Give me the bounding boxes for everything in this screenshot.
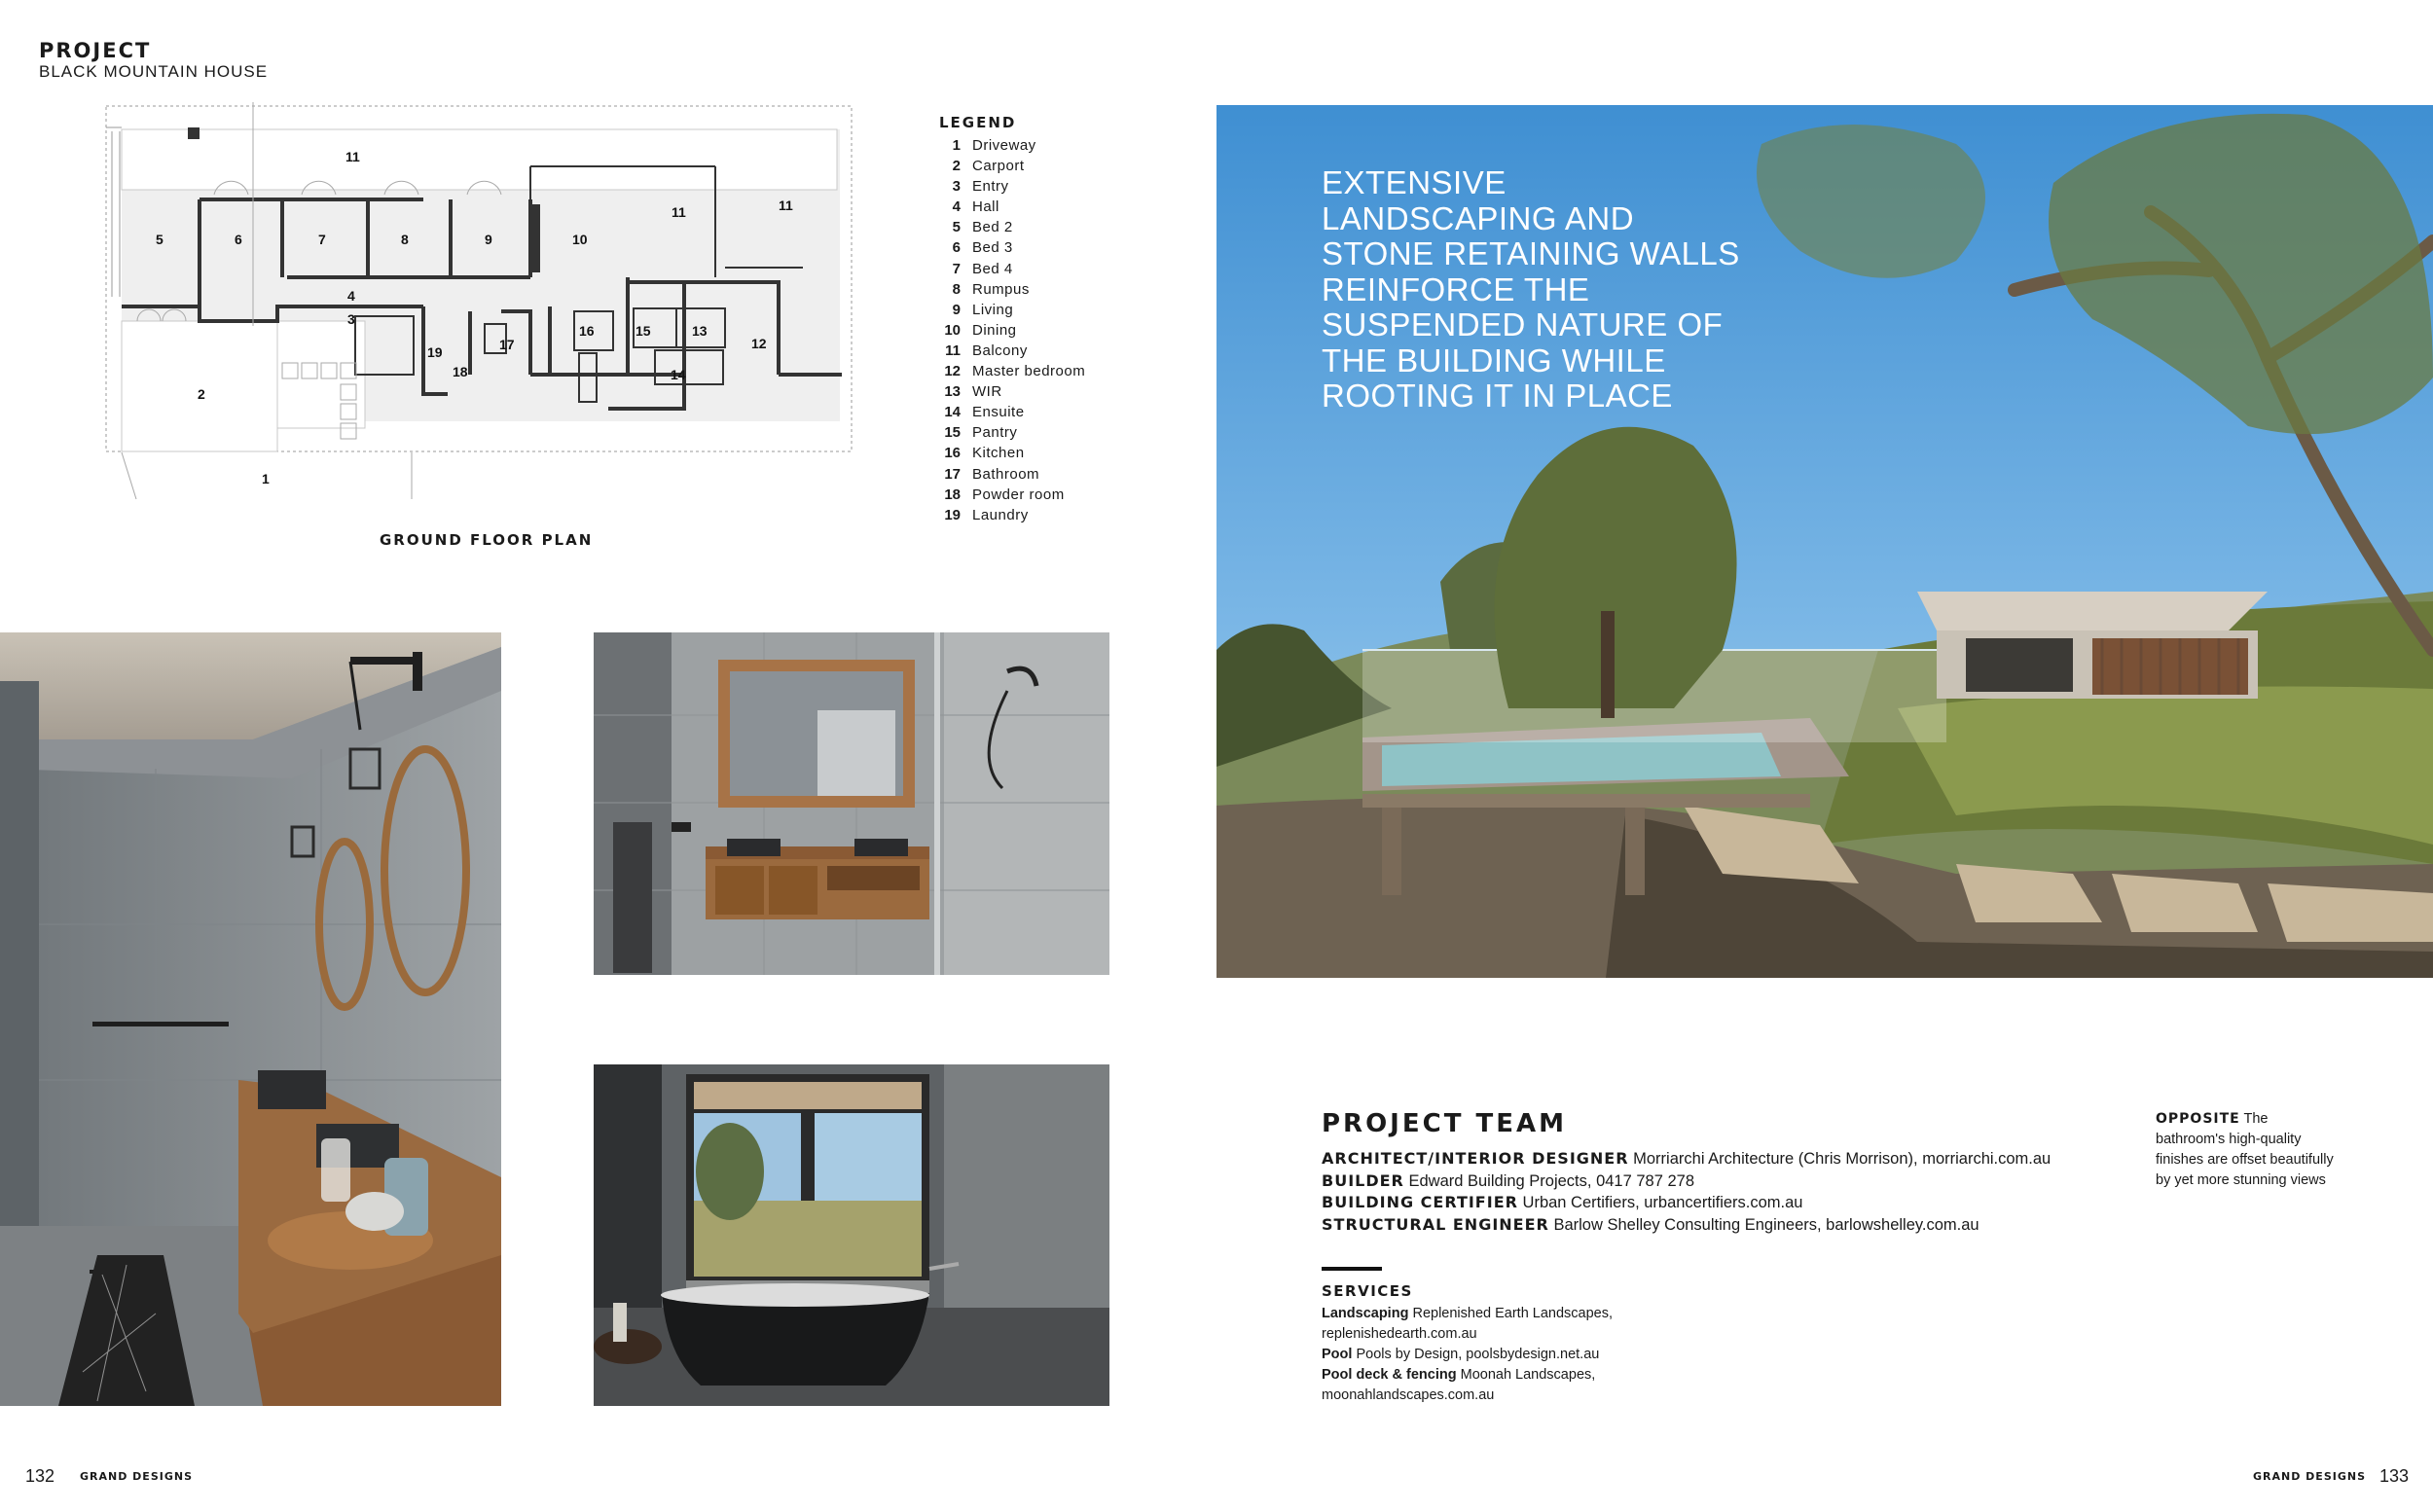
legend-number: 5 (952, 219, 961, 236)
service-entry (1322, 1365, 1672, 1406)
plan-room-number: 3 (347, 311, 355, 327)
plan-room-number: 17 (499, 337, 515, 352)
bathroom-mirrors-photo (0, 632, 501, 1406)
page-number-right: 133 (2379, 1466, 2410, 1486)
services-list (1322, 1304, 1672, 1406)
legend-label: Laundry (972, 506, 1029, 523)
legend-number: 13 (944, 383, 961, 401)
team-detail: Urban Certifiers, urbancertifiers.com.au (1522, 1194, 1803, 1211)
legend-item (939, 402, 1124, 422)
legend-label: Driveway (972, 137, 1036, 154)
legend-item (939, 381, 1124, 402)
plan-room-number: 14 (671, 367, 686, 382)
plan-room-number: 5 (156, 232, 163, 247)
legend-label: Pantry (972, 424, 1018, 442)
legend-item (939, 279, 1124, 300)
plan-room-number: 11 (672, 204, 686, 220)
legend-item (939, 197, 1124, 217)
section-divider (1322, 1267, 1382, 1271)
plan-room-number: 12 (751, 336, 767, 351)
legend-number: 6 (952, 239, 961, 257)
plan-room-number: 6 (235, 232, 242, 247)
legend-label: Balcony (972, 342, 1028, 359)
plan-room-number: 15 (635, 323, 651, 339)
legend-label: Rumpus (972, 280, 1030, 298)
service-detail: Moonah Landscapes, moonahlandscapes.com.au (1322, 1367, 1596, 1403)
vanity-photo (594, 632, 1109, 975)
caption-text: The bathroom's high-quality finishes are offset beautifully by yet more stunning views (2156, 1111, 2334, 1188)
legend-number: 8 (952, 280, 961, 298)
plan-room-number: 7 (318, 232, 326, 247)
team-role: STRUCTURAL ENGINEER (1322, 1214, 1549, 1234)
legend-item (939, 259, 1124, 279)
legend-item (939, 443, 1124, 463)
team-role: BUILDING CERTIFIER (1322, 1193, 1518, 1211)
legend-number: 3 (952, 178, 961, 196)
legend-number: 15 (944, 424, 961, 442)
legend-item (939, 156, 1124, 176)
floor-plan (102, 102, 881, 511)
legend-number: 10 (944, 321, 961, 339)
photo-caption (2156, 1109, 2341, 1191)
project-team-list (1322, 1148, 2120, 1236)
legend-number: 19 (944, 506, 961, 523)
legend-label: Ensuite (972, 404, 1025, 421)
service-entry (1322, 1304, 1672, 1345)
legend-item (939, 217, 1124, 237)
team-detail: Morriarchi Architecture (Chris Morrison), morriarchi.com.au (1633, 1150, 2052, 1168)
legend-item (939, 300, 1124, 320)
plan-room-number: 8 (401, 232, 409, 247)
legend-item (939, 505, 1124, 525)
legend-label: Bathroom (972, 465, 1040, 483)
legend-label: Bed 3 (972, 239, 1013, 257)
legend-item (939, 237, 1124, 258)
team-entry (1322, 1214, 2120, 1237)
legend-label: Living (972, 301, 1014, 318)
bathtub-photo (594, 1064, 1109, 1406)
page-number-left: 132 (25, 1466, 55, 1486)
legend-number: 9 (952, 301, 961, 318)
plan-room-number: 11 (345, 149, 360, 164)
plan-room-number: 4 (347, 288, 355, 304)
plan-room-number: 13 (692, 323, 708, 339)
plan-room-number: 16 (579, 323, 595, 339)
service-detail: Pools by Design, poolsbydesign.net.au (1356, 1347, 1600, 1362)
service-detail: Replenished Earth Landscapes, replenishedearth.com.au (1322, 1306, 1614, 1342)
legend-label: Hall (972, 198, 999, 216)
legend-number: 4 (952, 198, 961, 216)
project-team-heading: PROJECT TEAM (1322, 1109, 1567, 1138)
legend-number: 2 (952, 158, 961, 175)
legend-item (939, 320, 1124, 341)
legend-number: 16 (944, 445, 961, 462)
legend-label: WIR (972, 383, 1002, 401)
team-detail: Edward Building Projects, 0417 787 278 (1408, 1171, 1694, 1190)
legend-number: 11 (945, 342, 961, 359)
legend-item (939, 485, 1124, 505)
legend-label: Master bedroom (972, 363, 1086, 380)
legend-number: 14 (944, 404, 961, 421)
legend-label: Bed 4 (972, 260, 1013, 277)
floor-plan-title: GROUND FLOOR PLAN (380, 531, 594, 549)
legend-item (939, 341, 1124, 361)
legend-number: 1 (952, 137, 961, 154)
team-entry (1322, 1170, 2120, 1193)
magazine-name-right: GRAND DESIGNS (2253, 1470, 2366, 1483)
team-role: ARCHITECT/INTERIOR DESIGNER (1322, 1149, 1629, 1168)
team-detail: Barlow Shelley Consulting Engineers, barlowshelley.com.au (1553, 1215, 1979, 1234)
service-name: Pool deck & fencing (1322, 1367, 1457, 1383)
legend-number: 17 (944, 465, 961, 483)
project-name: BLACK MOUNTAIN HOUSE (39, 62, 269, 81)
plan-room-number: 2 (198, 386, 205, 402)
legend-item (939, 464, 1124, 485)
team-entry (1322, 1192, 2120, 1214)
legend-label: Entry (972, 178, 1009, 196)
legend-number: 18 (944, 486, 961, 503)
legend-title: LEGEND (939, 114, 1017, 131)
service-name: Pool (1322, 1347, 1353, 1362)
magazine-name-left: GRAND DESIGNS (80, 1470, 193, 1483)
plan-room-number: 10 (572, 232, 588, 247)
legend-item (939, 135, 1124, 156)
caption-lead: OPPOSITE (2156, 1111, 2240, 1127)
pull-quote: EXTENSIVE LANDSCAPING AND STONE RETAINING WALLS REINFORCE THE SUSPENDED NATURE OF THE BUILDING WHILE ROOTING IT IN PLACE (1322, 164, 1740, 414)
plan-legend (939, 114, 1124, 525)
plan-room-number: 1 (262, 471, 270, 486)
plan-room-number: 19 (427, 344, 443, 360)
service-entry (1322, 1345, 1672, 1365)
legend-number: 7 (952, 260, 961, 277)
legend-number: 12 (944, 363, 961, 380)
project-label: PROJECT (39, 39, 152, 62)
legend-item (939, 176, 1124, 197)
legend-label: Carport (972, 158, 1025, 175)
legend-label: Bed 2 (972, 219, 1013, 236)
legend-label: Powder room (972, 486, 1065, 503)
plan-room-number: 18 (453, 364, 468, 379)
service-name: Landscaping (1322, 1306, 1409, 1321)
plan-room-number: 9 (485, 232, 492, 247)
legend-item (939, 361, 1124, 381)
legend-item (939, 422, 1124, 443)
team-role: BUILDER (1322, 1170, 1404, 1190)
legend-label: Dining (972, 321, 1017, 339)
team-entry (1322, 1148, 2120, 1170)
services-heading: SERVICES (1322, 1282, 1413, 1300)
legend-label: Kitchen (972, 445, 1025, 462)
plan-room-number: 11 (779, 198, 793, 213)
